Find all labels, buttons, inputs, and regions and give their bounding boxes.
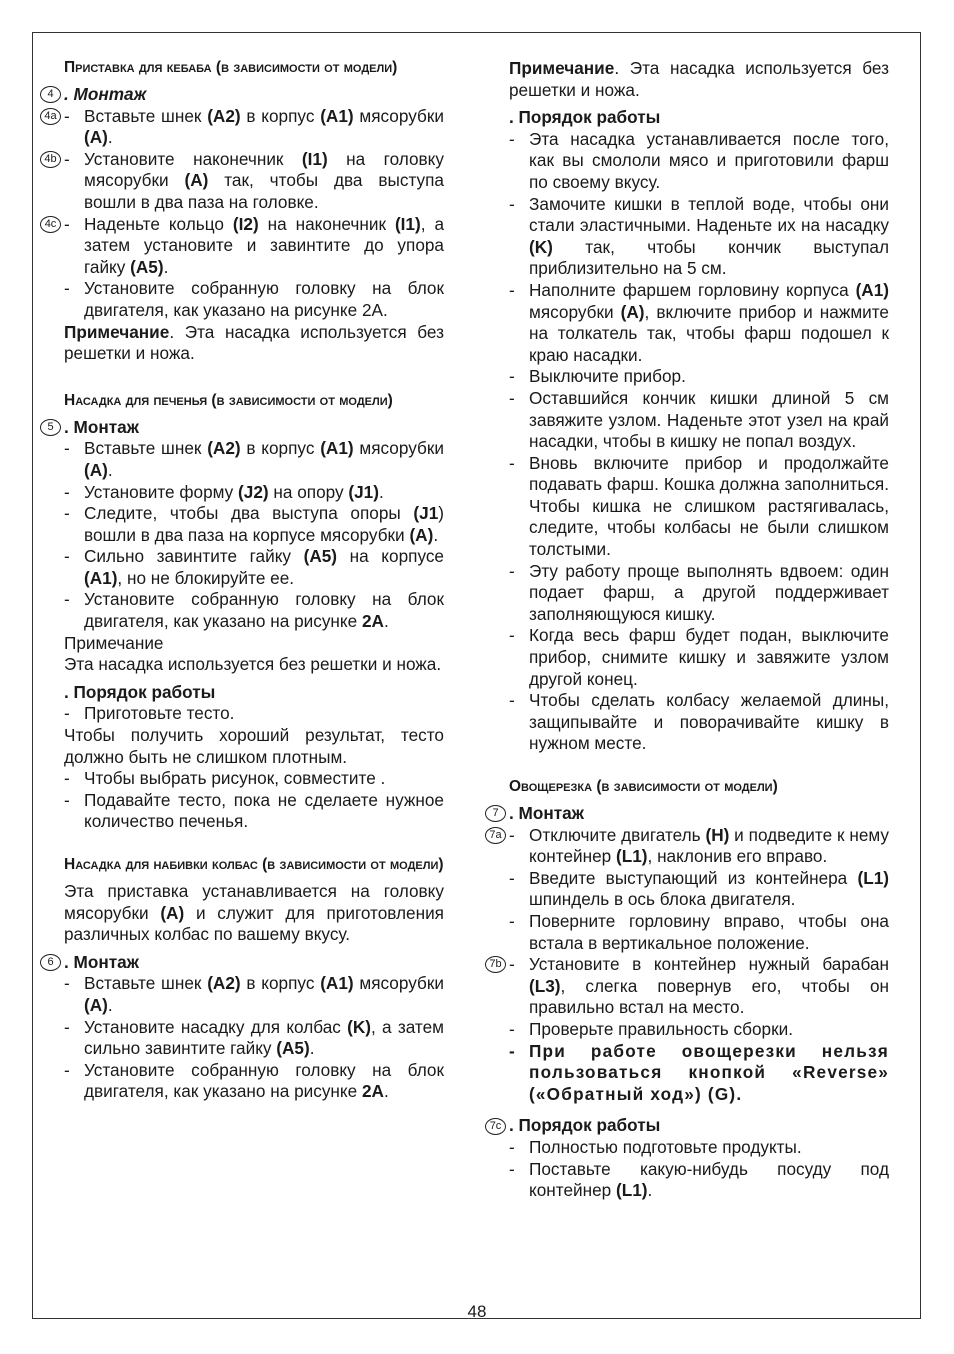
veg-assembly-heading: 7 . Монтаж: [509, 803, 889, 825]
step-7c-marker: 7c: [485, 1118, 506, 1135]
item-text: .: [383, 611, 389, 632]
step-5-marker: 5: [40, 419, 61, 436]
item-text: Эту работу проще выполнять вдвоем: один подает фарш, а другой поддерживает заполняющуюся кишку.: [529, 560, 889, 624]
bullet-dash: -: [509, 625, 515, 646]
item-text: Выключите прибор.: [529, 366, 686, 387]
part-reference: (A): [84, 994, 108, 1015]
list-item: [509, 1019, 889, 1041]
veg-section-title: Овощерезка (в зависимости от модели): [509, 778, 778, 795]
part-reference: (L1): [616, 1180, 648, 1201]
sausage-intro: [64, 881, 444, 946]
list-item: [64, 768, 444, 790]
part-reference: 2A: [361, 611, 384, 632]
item-text: , включите прибор и нажмите на толкатель так, чтобы фарш подошел к краю насадки.: [529, 301, 889, 365]
item-text: , а затем установите и завинтите до упора гайку: [84, 213, 444, 277]
bullet-dash: -: [64, 105, 70, 126]
list-item: [509, 453, 889, 561]
item-text: Оставшийся кончик кишки длиной 5 см завяжите узлом. Наденьте этот узел на край насадки, чтобы в кишку не попал воздух.: [529, 387, 889, 452]
step-7b-marker: 7b: [485, 956, 506, 973]
sausage-order-heading: . Порядок работы: [509, 107, 661, 128]
item-text: и служит для приготовления различных колбас по вашему вкусу.: [64, 902, 444, 945]
bullet-dash: -: [64, 481, 70, 502]
part-reference: (L1): [857, 867, 889, 888]
item-text: ) вошли в два паза на корпусе мясорубки: [84, 503, 444, 545]
part-reference: (H): [705, 824, 730, 845]
part-reference: (I1): [301, 148, 328, 169]
part-reference: (A1): [320, 105, 354, 126]
item-text: в корпус: [240, 973, 321, 994]
part-reference: (I2): [232, 213, 259, 234]
cookies-order-items: [64, 768, 444, 833]
veg-items: [489, 824, 889, 1041]
part-reference: (A): [84, 127, 108, 148]
page-number: 48: [467, 1302, 487, 1321]
item-text: Следите, чтобы два выступа опоры: [84, 503, 414, 524]
item-text: Чтобы выбрать рисунок, совместите .: [84, 768, 386, 789]
bullet-dash: -: [64, 213, 70, 234]
bullet-dash: -: [509, 366, 515, 387]
bullet-dash: -: [509, 387, 515, 408]
bullet-dash: -: [64, 503, 70, 524]
kebab-assembly-heading: 4 . Монтаж: [64, 84, 444, 106]
step-4b-marker: 4b: [40, 151, 61, 168]
item-text: Замочите кишки в теплой воде, чтобы они стали эластичными. Наденьте их на насадку: [529, 193, 889, 236]
list-item: [509, 690, 889, 755]
item-text: Установите наконечник: [84, 148, 302, 169]
list-item: [64, 1017, 444, 1060]
bullet-dash: -: [509, 560, 515, 581]
list-item: [44, 148, 444, 214]
item-text: Сильно завинтите гайку: [84, 546, 304, 567]
item-text: так, чтобы два выступа вошли в два паза на головке.: [84, 170, 444, 212]
item-text: Вставьте шнек: [84, 973, 208, 994]
item-text: Когда весь фарш будет подан, выключите прибор, снимите кишку и завяжите узлом другой конец.: [529, 625, 889, 689]
bullet-dash: -: [509, 452, 515, 473]
list-item: [509, 1159, 889, 1202]
cookies-note-label: Примечание: [64, 632, 164, 653]
list-item: [44, 213, 444, 279]
item-text: на наконечник: [258, 213, 395, 234]
list-item: [509, 194, 889, 280]
bullet-dash: -: [64, 278, 70, 299]
item-text: мясорубки: [353, 438, 444, 459]
bullet-dash: -: [509, 910, 515, 931]
cookies-items: [64, 438, 444, 632]
list-item: [64, 589, 444, 632]
list-item: [64, 278, 444, 321]
list-item: [509, 1137, 889, 1159]
item-text: Эта приставка устанавливается на головку мясорубки: [64, 881, 444, 923]
list-item: [64, 482, 444, 504]
cookies-section-title: Насадка для печенья (в зависимости от модели): [64, 391, 393, 409]
item-text: Установите собранную головку на блок двигателя, как указано на рисунке: [84, 589, 444, 632]
part-reference: (A5): [303, 546, 338, 567]
item-text: Отключите двигатель: [529, 824, 706, 845]
item-text: , наклонив его вправо.: [647, 846, 828, 867]
item-text: , а затем сильно завинтите гайку: [84, 1016, 444, 1059]
bullet-dash: -: [64, 438, 70, 459]
list-item: [509, 561, 889, 626]
list-item: [509, 625, 889, 690]
list-item: [64, 790, 444, 833]
list-item: [509, 280, 889, 366]
bullet-dash: -: [64, 1016, 70, 1037]
list-item: [509, 366, 889, 388]
veg-order-items: [509, 1137, 889, 1202]
item-text: Установите насадку для колбас: [84, 1016, 348, 1037]
bullet-dash: -: [64, 148, 70, 169]
item-text: Полностью подготовьте продукты.: [529, 1136, 802, 1157]
bullet-dash: -: [509, 690, 515, 711]
list-item: [64, 973, 444, 1016]
item-text: .: [163, 256, 169, 277]
item-text: .: [647, 1180, 653, 1201]
item-text: мясорубки: [353, 105, 444, 126]
right-column: [489, 58, 889, 1202]
part-reference: (A5): [130, 256, 164, 277]
left-column: [44, 58, 444, 1103]
cookies-order-heading: . Порядок работы: [64, 681, 216, 702]
item-text: Наденьте кольцо: [84, 213, 233, 234]
item-text: , слегка повернув его, чтобы он правильно встал на место.: [529, 975, 889, 1018]
bullet-dash: -: [64, 973, 70, 994]
item-text: .: [107, 994, 113, 1015]
part-reference: (A): [620, 301, 645, 322]
bullet-dash: -: [509, 193, 515, 214]
item-text: Введите выступающий из контейнера: [529, 867, 858, 888]
step-7-marker: 7: [485, 805, 506, 822]
cookies-note-text: Эта насадка используется без решетки и ножа.: [64, 654, 442, 675]
part-reference: (A1): [855, 279, 889, 300]
item-text: .: [433, 524, 439, 545]
item-text: Установите в контейнер нужный барабан: [529, 954, 889, 975]
bullet-dash: -: [509, 1018, 515, 1039]
item-text: Подавайте тесто, пока не сделаете нужное количество печенья.: [84, 789, 444, 832]
kebab-section-title: Приставка для кебаба (в зависимости от модели): [64, 59, 398, 76]
part-reference: (A5): [276, 1038, 310, 1059]
bullet-dash: -: [509, 824, 515, 845]
bullet-dash: -: [509, 279, 515, 300]
bullet-dash: -: [64, 1059, 70, 1080]
item-text: .: [378, 481, 384, 502]
part-reference: (A2): [207, 438, 241, 459]
item-text: в корпус: [240, 105, 321, 126]
list-item: [509, 388, 889, 453]
item-text: на головку мясорубки: [84, 148, 444, 191]
item-text: Вновь включите прибор и продолжайте подавать фарш. Кошка должна заполниться. Чтобы кишка не слишком растягивалась, следите, чтобы колбасы не были слишком толстыми.: [529, 452, 889, 560]
part-reference: (A): [84, 459, 108, 480]
part-reference: (A1): [320, 438, 354, 459]
part-reference: 2A: [361, 1081, 384, 1102]
part-reference: (A1): [84, 567, 118, 588]
part-reference: (A): [184, 170, 209, 191]
step-4c-marker: 4c: [40, 216, 61, 233]
list-item: [64, 546, 444, 589]
item-text: Установите собранную головку на блок двигателя, как указано на рисунке: [84, 1059, 444, 1102]
part-reference: (A2): [207, 105, 241, 126]
step-6-marker: 6: [40, 954, 61, 971]
list-item: [64, 503, 444, 546]
item-text: .: [107, 127, 113, 148]
bullet-dash: -: [509, 128, 515, 149]
item-text: Установите форму: [84, 481, 239, 502]
bullet-dash: -: [64, 789, 70, 810]
part-reference: (A): [160, 902, 185, 923]
item-text: Эта насадка устанавливается после того, как вы смололи мясо и приготовили фарш по своему вкусу.: [529, 128, 889, 192]
kebab-items: [44, 105, 444, 322]
list-item: [509, 911, 889, 954]
item-text: Вставьте шнек: [84, 105, 208, 126]
step-4-marker: 4: [40, 86, 61, 103]
cookies-order-paragraph: Чтобы получить хороший результат, тесто должно быть не слишком плотным.: [64, 725, 444, 767]
bullet-dash: -: [64, 589, 70, 610]
item-text: на опору: [268, 481, 349, 502]
list-item: [489, 824, 889, 868]
item-text: мясорубки: [353, 973, 444, 994]
list-item: [64, 1060, 444, 1103]
sausage-order-items: [509, 129, 889, 755]
item-text: , но не блокируйте ее.: [117, 567, 295, 588]
list-item: [509, 129, 889, 194]
sausage-assembly-heading: 6 . Монтаж: [64, 952, 444, 974]
item-text: .: [383, 1081, 389, 1102]
item-text: Вставьте шнек: [84, 438, 208, 459]
part-reference: (I1): [394, 213, 421, 234]
part-reference: (J1): [348, 481, 379, 502]
kebab-note: Примечание. Эта насадка используется без решетки и ножа.: [64, 321, 444, 364]
sausage-section-title: Насадка для набивки колбас (в зависимости от модели): [64, 856, 444, 873]
veg-warning: - При работе овощерезки нельзя пользоваться кнопкой «Reverse» («Обратный ход») (G).: [509, 1040, 889, 1104]
bullet-dash: -: [64, 768, 70, 789]
sausage-items: [64, 973, 444, 1103]
item-text: Проверьте правильность сборки.: [529, 1018, 793, 1039]
item-text: Чтобы сделать колбасу желаемой длины, защипывайте и поворачивайте кишку в нужном месте.: [529, 690, 889, 754]
bullet-dash: -: [509, 1136, 515, 1157]
item-text: Установите собранную головку на блок двигателя, как указано на рисунке 2А.: [84, 278, 444, 320]
list-item: [44, 105, 444, 149]
part-reference: (K): [529, 236, 553, 257]
veg-order-heading: 7c . Порядок работы: [509, 1115, 889, 1137]
item-text: так, чтобы кончик выступал приблизительно на 5 см.: [529, 236, 889, 279]
item-text: на корпусе: [337, 546, 444, 567]
item-text: Поставьте какую-нибудь посуду под контейнер: [529, 1158, 889, 1201]
list-item: [509, 868, 889, 911]
item-text: .: [107, 459, 113, 480]
item-text: и подведите к нему контейнер: [529, 824, 889, 867]
part-reference: (J1: [413, 503, 439, 524]
item-text: в корпус: [240, 438, 321, 459]
item-text: Поверните горловину вправо, чтобы она встала в вертикальное положение.: [529, 910, 889, 953]
part-reference: (A2): [207, 973, 241, 994]
bullet-dash: -: [509, 1158, 515, 1179]
part-reference: (K): [347, 1016, 371, 1037]
bullet-dash: -: [509, 867, 515, 888]
bullet-dash: -: [64, 546, 70, 567]
step-7a-marker: 7a: [485, 827, 506, 844]
item-text: Наполните фаршем горловину корпуса: [529, 279, 856, 300]
cookies-order-item: - Приготовьте тесто.: [64, 703, 235, 724]
part-reference: (L3): [529, 975, 561, 996]
item-text: шпиндель в ось блока двигателя.: [529, 889, 796, 910]
sausage-note: Примечание. Эта насадка используется без решетки и ножа.: [509, 58, 889, 100]
part-reference: (L1): [616, 846, 648, 867]
part-reference: (J2): [238, 481, 269, 502]
part-reference: (A): [409, 524, 434, 545]
step-4a-marker: 4a: [40, 108, 61, 125]
item-text: .: [309, 1038, 315, 1059]
item-text: мясорубки: [529, 301, 621, 322]
list-item: [489, 954, 889, 1019]
part-reference: (A1): [320, 973, 354, 994]
list-item: [64, 438, 444, 481]
bullet-dash: -: [509, 954, 515, 975]
cookies-assembly-heading: 5 . Монтаж: [64, 417, 444, 439]
